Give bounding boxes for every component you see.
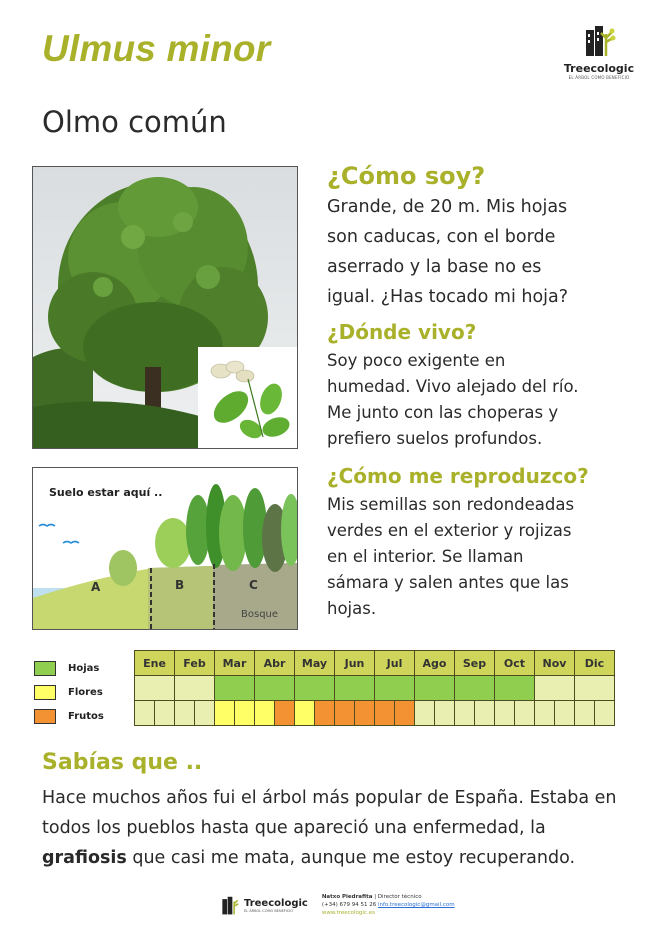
hojas-cell <box>295 676 335 701</box>
text-line: prefiero suelos profundos. <box>327 429 543 448</box>
text-line: Mis semillas son redondeadas <box>327 495 575 514</box>
calendar-legend <box>34 656 104 728</box>
legend-swatch <box>34 685 56 700</box>
hojas-cell <box>535 676 575 701</box>
reproduction-cell <box>415 701 435 726</box>
reproduction-cell <box>155 701 175 726</box>
section-title: ¿Dónde vivo? <box>327 320 477 344</box>
reproduction-cell <box>275 701 295 726</box>
logo-brand-name: Treecologic <box>563 62 635 75</box>
reproduction-cell <box>135 701 155 726</box>
reproduction-cell <box>535 701 555 726</box>
phenology-calendar <box>134 650 615 726</box>
footer <box>220 893 455 917</box>
sabias-que-text <box>42 783 632 873</box>
footer-website-link[interactable]: www.treecologic.es <box>321 910 375 916</box>
section-como-soy <box>327 162 637 312</box>
legend-item-frutos <box>34 704 104 728</box>
tree-building-logo-icon <box>582 24 616 56</box>
sabias-bold-word: grafiosis <box>42 848 127 868</box>
month-header-cell: Ago <box>415 651 455 676</box>
reproduction-cell <box>555 701 575 726</box>
hojas-cell <box>175 676 215 701</box>
month-header-cell: Abr <box>255 651 295 676</box>
habitat-caption: Suelo estar aquí .. <box>49 486 163 499</box>
footer-tagline: EL ÁRBOL COMO BENEFICIO <box>244 908 294 913</box>
hojas-cell <box>135 676 175 701</box>
reproduction-cell <box>215 701 235 726</box>
brand-logo <box>556 24 642 80</box>
text-line: son caducas, con el borde <box>327 227 556 247</box>
legend-label: Frutos <box>68 710 104 722</box>
text-line: aserrado y la base no es <box>327 257 542 277</box>
section-como-me-reproduzco <box>327 464 637 622</box>
legend-item-flores <box>34 680 104 704</box>
sabias-text-after: que casi me mata, aunque me estoy recuperando. <box>126 848 576 868</box>
month-header-cell: Sep <box>455 651 495 676</box>
month-header-cell: Oct <box>495 651 535 676</box>
reproduction-cell <box>195 701 215 726</box>
reproduction-cell <box>255 701 275 726</box>
month-header-cell: Mar <box>215 651 255 676</box>
calendar-reproduction-row <box>135 701 615 726</box>
footer-phone: (+34) 679 94 51 26 <box>321 902 377 908</box>
reproduction-cell <box>175 701 195 726</box>
footer-email-link[interactable]: info.treecologic@gmail.com <box>377 902 455 908</box>
sabias-que-title: Sabías que .. <box>42 750 203 775</box>
reproduction-cell <box>375 701 395 726</box>
text-line: Grande, de 20 m. Mis hojas <box>327 197 568 217</box>
hojas-cell <box>335 676 375 701</box>
calendar-header-row <box>135 651 615 676</box>
reproduction-cell <box>575 701 595 726</box>
reproduction-cell <box>315 701 335 726</box>
footer-logo-icon <box>220 894 240 916</box>
zone-label-c: C <box>249 578 258 592</box>
section-title: ¿Cómo me reproduzco? <box>327 464 589 488</box>
forest-label: Bosque <box>241 609 279 620</box>
reproduction-cell <box>475 701 495 726</box>
month-header-cell: Feb <box>175 651 215 676</box>
hojas-cell <box>415 676 455 701</box>
common-name-subtitle: Olmo común <box>42 105 227 139</box>
text-line: Soy poco exigente en <box>327 351 506 370</box>
text-line: igual. ¿Has tocado mi hoja? <box>327 287 569 307</box>
reproduction-cell <box>295 701 315 726</box>
hojas-cell <box>215 676 255 701</box>
hojas-cell <box>575 676 615 701</box>
reproduction-cell <box>395 701 415 726</box>
month-header-cell: Jun <box>335 651 375 676</box>
footer-person-role: | Director técnico <box>374 894 422 900</box>
legend-label: Hojas <box>68 662 100 674</box>
text-line: hojas. <box>327 599 377 618</box>
legend-swatch <box>34 661 56 676</box>
reproduction-cell <box>495 701 515 726</box>
scientific-name-title: Ulmus minor <box>42 28 271 69</box>
month-header-cell: Jul <box>375 651 415 676</box>
legend-swatch <box>34 709 56 724</box>
zone-label-b: B <box>175 578 185 592</box>
text-line: sámara y salen antes que las <box>327 573 569 592</box>
hojas-cell <box>495 676 535 701</box>
sabias-text-before: Hace muchos años fui el árbol más popular de España. Estaba en todos los pueblos hasta que apareció una enfermedad, la <box>42 788 617 838</box>
reproduction-cell <box>335 701 355 726</box>
month-header-cell: May <box>295 651 335 676</box>
footer-person-name: Natxo Piedrafita <box>321 894 373 900</box>
text-line: verdes en el exterior y rojizas <box>327 521 572 540</box>
reproduction-cell <box>455 701 475 726</box>
logo-tagline: EL ÁRBOL COMO BENEFICIO <box>568 75 630 80</box>
zone-label-a: A <box>91 580 101 594</box>
reproduction-cell <box>235 701 255 726</box>
reproduction-cell <box>515 701 535 726</box>
reproduction-cell <box>595 701 615 726</box>
footer-brand: Treecologic <box>244 897 308 909</box>
reproduction-cell <box>355 701 375 726</box>
reproduction-cell <box>435 701 455 726</box>
section-title: ¿Cómo soy? <box>327 162 486 190</box>
hojas-cell <box>255 676 295 701</box>
month-header-cell: Dic <box>575 651 615 676</box>
legend-item-hojas <box>34 656 104 680</box>
text-line: en el interior. Se llaman <box>327 547 524 566</box>
month-header-cell: Nov <box>535 651 575 676</box>
legend-label: Flores <box>68 686 103 698</box>
text-line: Me junto con las choperas y <box>327 403 559 422</box>
section-donde-vivo <box>327 320 637 452</box>
habitat-diagram <box>32 467 298 630</box>
hojas-cell <box>375 676 415 701</box>
calendar-hojas-row <box>135 676 615 701</box>
text-line: humedad. Vivo alejado del río. <box>327 377 579 396</box>
month-header-cell: Ene <box>135 651 175 676</box>
hojas-cell <box>455 676 495 701</box>
description-column <box>327 162 637 622</box>
elm-tree-photo <box>32 166 298 449</box>
